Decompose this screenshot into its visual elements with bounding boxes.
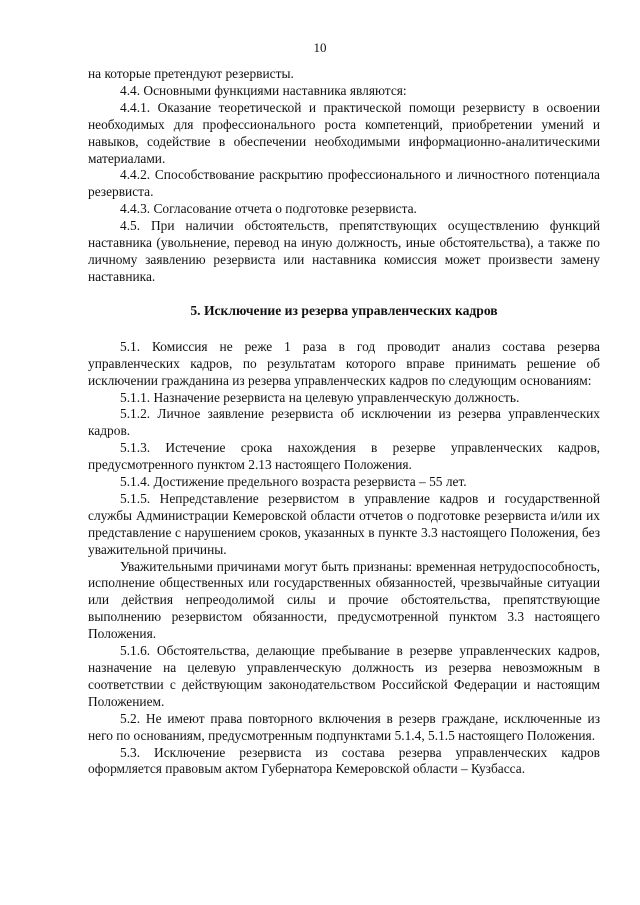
- document-body: [88, 66, 600, 778]
- paragraph-5-1-3: 5.1.3. Истечение срока нахождения в резерве управленческих кадров, предусмотренного пунктом 2.13 настоящего Положения.: [88, 440, 600, 473]
- paragraph-5-1-4: 5.1.4. Достижение предельного возраста резервиста – 55 лет.: [120, 474, 467, 490]
- paragraph-5-1-2: 5.1.2. Личное заявление резервиста об исключении из резерва управленческих кадров.: [88, 406, 600, 439]
- paragraph-5-2: 5.2. Не имеют права повторного включения в резерв граждане, исключенные из него по основаниям, предусмотренным подпунктами 5.1.4, 5.1.5 настоящего Положения.: [88, 710, 600, 743]
- paragraph-4-4-2: 4.4.2. Способствование раскрытию профессионального и личностного потенциала резервиста.: [88, 167, 600, 200]
- paragraph-continuation: на которые претендуют резервисты.: [88, 66, 294, 81]
- paragraph-4-5: 4.5. При наличии обстоятельств, препятствующих осуществлению функций наставника (увольнение, перевод на иную должность, иные обстоятельства), а также по личному заявлению резервиста или наставника комиссия может произвести замену наставника.: [88, 218, 600, 284]
- paragraph-5-1: 5.1. Комиссия не реже 1 раза в год проводит анализ состава резерва управленческих кадров, по результатам которого вправе принимать решение об исключении гражданина из резерва управленческих кадров по следующим основаниям:: [88, 338, 600, 388]
- paragraph-5-1-6: 5.1.6. Обстоятельства, делающие пребывание в резерве управленческих кадров, назначение на целевую управленческую должность из резерва невозможным в соответствии с действующим законодательством Российской Федерации и настоящим Положением.: [88, 643, 600, 709]
- section-5-heading: 5. Исключение из резерва управленческих кадров: [190, 302, 498, 318]
- paragraph-4-4-3: 4.4.3. Согласование отчета о подготовке резервиста.: [120, 201, 417, 217]
- paragraph-valid-reasons: Уважительными причинами могут быть признаны: временная нетрудоспособность, исполнение общественных или государственных обязанностей, чрезвычайные ситуации или действия непреодолимой силы и прочие обстоятельства, препятствующие выполнению резервистом обязанности, предусмотренной пунктом 3.3 настоящего Положения.: [88, 558, 600, 642]
- paragraph-5-1-1: 5.1.1. Назначение резервиста на целевую управленческую должность.: [120, 389, 520, 405]
- paragraph-4-4: 4.4. Основными функциями наставника являются:: [120, 82, 407, 98]
- page-number: 10: [313, 40, 327, 55]
- paragraph-5-3: 5.3. Исключение резервиста из состава резерва управленческих кадров оформляется правовым актом Губернатора Кемеровской области – Кузбасса.: [88, 744, 600, 777]
- paragraph-4-4-1: 4.4.1. Оказание теоретической и практической помощи резервисту в освоении необходимых для профессионального роста компетенций, приобретении умений и навыков, содействие в обеспечении необходимыми информационно-аналитическими материалами.: [88, 99, 600, 166]
- paragraph-5-1-5: 5.1.5. Непредставление резервистом в управление кадров и государственной службы Администрации Кемеровской области отчетов о подготовке резервиста и/или их представление с нарушением сроков, указанных в пункте 3.3 настоящего Положения, без уважительной причины.: [88, 490, 600, 557]
